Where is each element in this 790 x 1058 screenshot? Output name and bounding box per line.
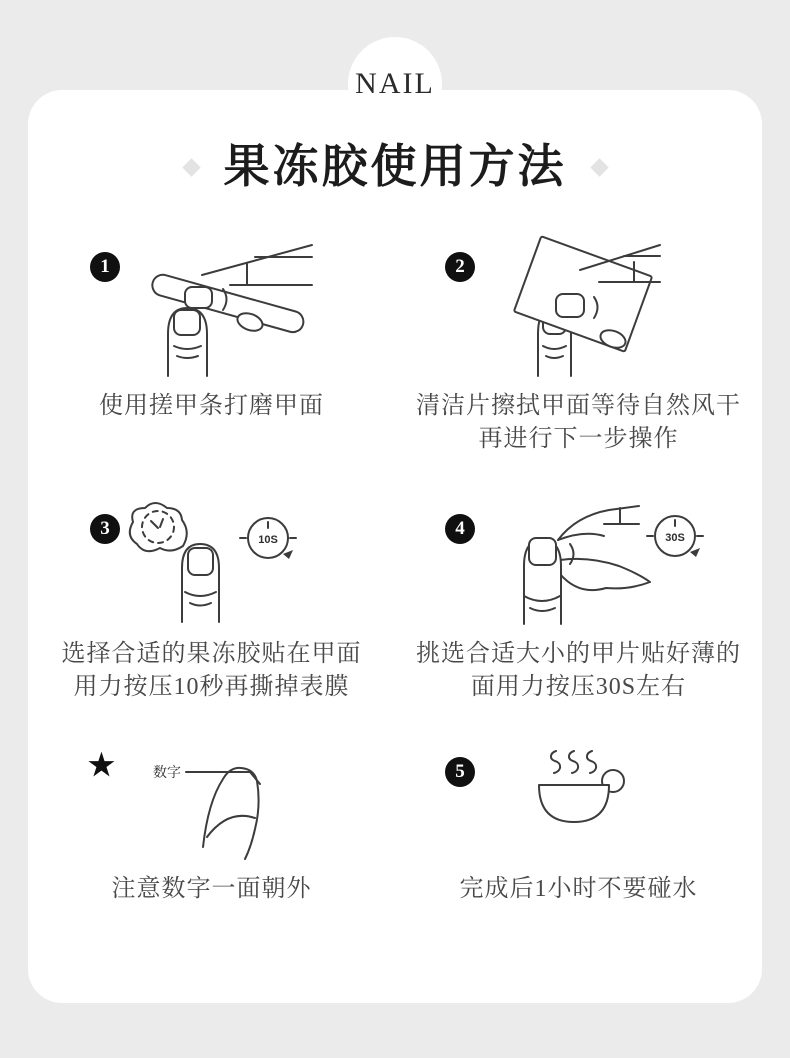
step-note [28, 745, 395, 906]
cleaning-pad-illustration [474, 242, 684, 376]
steam-line [550, 751, 559, 773]
step-3 [28, 502, 395, 704]
timer-30s-icon [647, 516, 703, 557]
step-5 [395, 745, 762, 906]
step-3-caption [28, 638, 395, 704]
number-side-label: 数字 [152, 764, 181, 780]
step-2-caption [395, 390, 762, 456]
thumb-nail [185, 287, 212, 308]
steaming-cup-icon [514, 747, 644, 857]
caption-line: 面用力按压30S左右 [470, 674, 687, 700]
cup-bowl [539, 785, 609, 822]
step-3-number-badge: 3 [90, 514, 120, 544]
step-1-illustration [28, 240, 395, 376]
brand-badge [348, 37, 442, 131]
step-5-number-badge: 5 [445, 757, 475, 787]
diamond-decoration-right-icon [590, 158, 608, 176]
caption-line: 完成后1小时不要碰水 [459, 876, 698, 902]
hand-edge [558, 534, 604, 540]
smile-line [207, 816, 255, 837]
note-caption [28, 873, 395, 906]
nail-tip-outline [203, 768, 259, 859]
note-illustration [28, 745, 395, 859]
step-4-number-badge: 4 [445, 514, 475, 544]
step-2 [395, 240, 762, 456]
step-1 [28, 240, 395, 423]
hand-edge [202, 245, 312, 275]
nail-tip-number-illustration [112, 747, 312, 859]
caption-line: 选择合适的果冻胶贴在甲面 [61, 641, 362, 667]
hand-filing-nail-illustration [107, 242, 317, 376]
step-5-caption [395, 873, 762, 906]
nail-tip-press-illustration [454, 504, 704, 624]
caption-line: 再进行下一步操作 [478, 426, 679, 452]
timer-10s-icon [240, 518, 296, 559]
caption-line: 挑选合适大小的甲片贴好薄的 [416, 641, 741, 667]
nail-tip-piece [560, 559, 650, 590]
brand-logo-text: NAIL [355, 67, 435, 100]
clock-arrow [283, 550, 293, 559]
title-row [28, 142, 762, 193]
steam-line [586, 751, 595, 773]
caption-line: 清洁片擦拭甲面等待自然风干 [416, 393, 741, 419]
page-title: 果冻胶使用方法 [223, 141, 567, 192]
step-3-illustration [28, 502, 395, 624]
steam-line [568, 751, 577, 773]
clock-arrow [690, 548, 700, 557]
diamond-decoration-left-icon [182, 158, 200, 176]
jelly-gel-illustration [97, 504, 327, 622]
timer-text: 10S [257, 534, 278, 546]
step-4-caption [395, 638, 762, 704]
timer-text: 30S [664, 532, 685, 544]
caption-line: 注意数字一面朝外 [111, 876, 312, 902]
step-4 [395, 502, 762, 704]
step-2-number-badge: 2 [445, 252, 475, 282]
step-1-number-badge: 1 [90, 252, 120, 282]
caption-line: 使用搓甲条打磨甲面 [99, 393, 324, 419]
caption-line: 用力按压10秒再撕掉表膜 [73, 674, 350, 700]
star-icon: ★ [88, 749, 115, 782]
fingernail [529, 538, 556, 565]
step-1-caption [28, 390, 395, 423]
thumb-nail [556, 294, 584, 317]
instruction-card [28, 90, 762, 1003]
